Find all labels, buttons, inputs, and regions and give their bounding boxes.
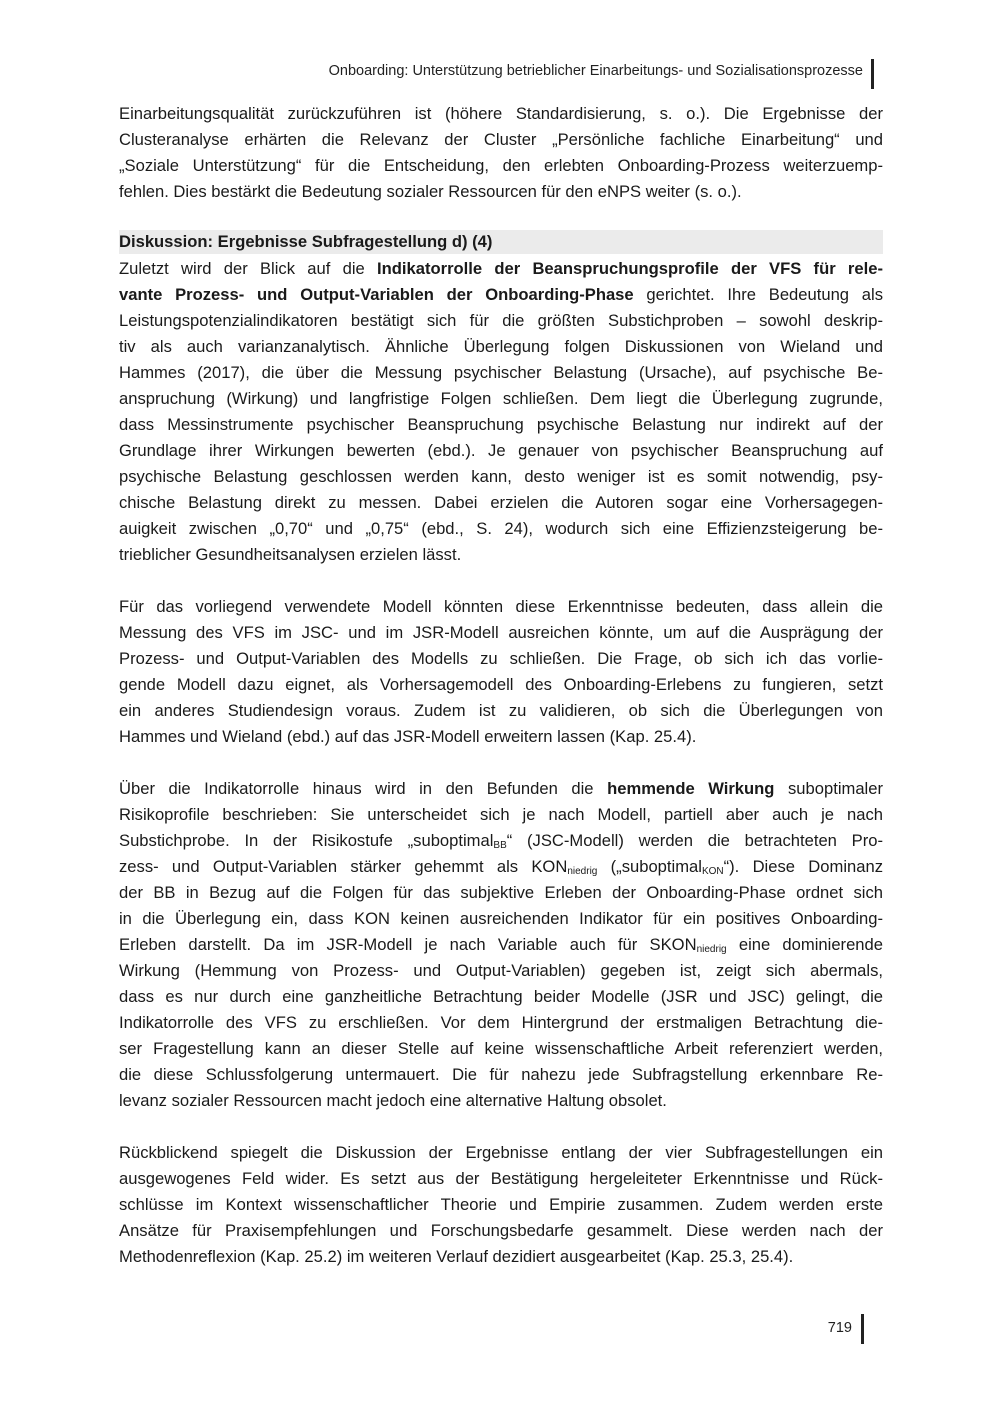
- bold-text: vante Prozess- und Output-Variablen der Onboarding-Phase: [119, 285, 634, 304]
- paragraph: [119, 101, 883, 205]
- text-run: ausgewogenes Feld wider. Es setzt aus der Bestätigung hergeleiteter Erkenntnisse und Rück-: [119, 1169, 883, 1188]
- paragraph: [119, 256, 883, 568]
- text-run: psychische Belastung geschlossen werden kann, desto weniger ist es somit notwendig, psy-: [119, 467, 883, 486]
- text-line: [119, 828, 883, 854]
- text-run: trieblicher Gesundheitsanalysen erzielen lässt.: [119, 545, 462, 564]
- text-line: [119, 672, 883, 698]
- text-line: [119, 1244, 883, 1270]
- text-line: [119, 1062, 883, 1088]
- text-line: [119, 334, 883, 360]
- text-line: [119, 802, 883, 828]
- text-line: [119, 880, 883, 906]
- subscript: KON: [701, 866, 724, 877]
- text-line: [119, 360, 883, 386]
- running-header: Onboarding: Unterstützung betrieblicher Einarbeitungs- und Sozialisationsprozesse: [328, 63, 863, 79]
- page-number: 719: [827, 1320, 852, 1336]
- text-line: [119, 1088, 883, 1114]
- footer-rule: [861, 1314, 864, 1344]
- text-run: Leistungspotenzialindikatoren bestätigt sich für die größten Substichproben – sowohl deskrip-: [119, 311, 883, 330]
- text-run: tiv als auch varianzanalytisch. Ähnliche Überlegung folgen Diskussionen von Wieland und: [119, 337, 883, 356]
- text-line: [119, 1036, 883, 1062]
- text-line: [119, 179, 883, 205]
- text-run: der BB in Bezug auf die Folgen für das subjektive Erleben der Onboarding-Phase ordnet sich: [119, 883, 883, 902]
- text-run: anspruchung (Wirkung) und langfristige Folgen schließen. Dem liegt die Überlegung zugrunde,: [119, 389, 883, 408]
- subscript: niedrig: [696, 944, 727, 955]
- text-run: auigkeit zwischen „0,70“ und „0,75“ (ebd., S. 24), wodurch sich eine Effizienzsteigerung be-: [119, 519, 883, 538]
- text-line: [119, 127, 883, 153]
- text-line: [119, 958, 883, 984]
- text-line: [119, 932, 883, 958]
- paragraph: [119, 1140, 883, 1270]
- text-run: Hammes (2017), die über die Messung psychischer Belastung (Ursache), auf psychische Be-: [119, 363, 883, 382]
- text-run: Clusteranalyse erhärten die Relevanz der Cluster „Persönliche fachliche Einarbeitung“ und: [119, 130, 883, 149]
- text-run: Grundlage ihrer Wirkungen bewerten (ebd.). Je genauer von psychischer Beanspruchung auf: [119, 441, 883, 460]
- text-run: schlüsse im Kontext wissenschaftlicher Theorie und Empirie zusammen. Zudem werden erste: [119, 1195, 883, 1214]
- document-body: [119, 101, 883, 1296]
- text-line: [119, 698, 883, 724]
- subscript: BB: [493, 840, 507, 851]
- text-run: gende Modell dazu eignet, als Vorhersagemodell des Onboarding-Erlebens zu fungieren, setzt: [119, 675, 883, 694]
- bold-text: Indikatorrolle der Beanspruchungsprofile der VFS für rele-: [377, 259, 883, 278]
- text-line: [119, 776, 883, 802]
- text-line: [119, 308, 883, 334]
- text-line: [119, 256, 883, 282]
- paragraph: [119, 776, 883, 1114]
- text-run: fehlen. Dies bestärkt die Bedeutung sozialer Ressourcen für den eNPS weiter (s. o.).: [119, 182, 742, 201]
- text-run: „Soziale Unterstützung“ für die Entscheidung, den erlebten Onboarding-Prozess weiterzuemp-: [119, 156, 883, 175]
- text-line: [119, 906, 883, 932]
- text-run: ser Fragestellung kann an dieser Stelle auf keine wissenschaftliche Arbeit referenziert werden,: [119, 1039, 883, 1058]
- text-run: levanz sozialer Ressourcen macht jedoch eine alternative Haltung obsolet.: [119, 1091, 667, 1110]
- section-heading: Diskussion: Ergebnisse Subfragestellung d) (4): [119, 230, 883, 254]
- text-run: eine dominierende: [726, 935, 883, 954]
- subscript: niedrig: [567, 866, 598, 877]
- text-line: [119, 490, 883, 516]
- text-line: [119, 594, 883, 620]
- text-run: Indikatorrolle des VFS zu erschließen. Vor dem Hintergrund der erstmaligen Betrachtung die-: [119, 1013, 883, 1032]
- text-run: dass Messinstrumente psychischer Beanspruchung psychische Belastung nur indirekt auf der: [119, 415, 883, 434]
- text-run: Ansätze für Praxisempfehlungen und Forschungsbedarfe gesammelt. Diese werden nach der: [119, 1221, 883, 1240]
- text-run: Methodenreflexion (Kap. 25.2) im weiteren Verlauf dezidiert ausgearbeitet (Kap. 25.3, 25.4).: [119, 1247, 794, 1266]
- text-run: Prozess- und Output-Variablen des Modells zu schließen. Die Frage, ob sich ich das vorlie-: [119, 649, 883, 668]
- text-run: Rückblickend spiegelt die Diskussion der Ergebnisse entlang der vier Subfragestellungen ein: [119, 1143, 883, 1162]
- text-line: [119, 153, 883, 179]
- text-run: gerichtet. Ihre Bedeutung als: [633, 285, 883, 304]
- text-run: Hammes und Wieland (ebd.) auf das JSR-Modell erweitern lassen (Kap. 25.4).: [119, 727, 697, 746]
- text-line: [119, 1140, 883, 1166]
- text-line: [119, 542, 883, 568]
- text-line: [119, 1010, 883, 1036]
- text-run: chische Belastung direkt zu messen. Dabei erzielen die Autoren sogar eine Vorhersagegen-: [119, 493, 883, 512]
- text-run: dass es nur durch eine ganzheitliche Betrachtung beider Modelle (JSR und JSC) gelingt, die: [119, 987, 883, 1006]
- text-run: die diese Schlussfolgerung untermauert. Die für nahezu jede Subfragstellung erkennbare Re-: [119, 1065, 883, 1084]
- text-run: Für das vorliegend verwendete Modell könnten diese Erkenntnisse bedeuten, dass allein die: [119, 597, 883, 616]
- text-line: [119, 1166, 883, 1192]
- text-line: [119, 438, 883, 464]
- text-run: “). Diese Dominanz: [723, 857, 883, 876]
- text-run: ein anderes Studiendesign voraus. Zudem ist zu validieren, ob sich die Überlegungen von: [119, 701, 883, 720]
- text-run: Substichprobe. In der Risikostufe „suboptimal: [119, 831, 494, 850]
- text-run: Einarbeitungsqualität zurückzuführen ist (höhere Standardisierung, s. o.). Die Ergebnisse der: [119, 104, 883, 123]
- text-line: [119, 516, 883, 542]
- bold-text: hemmende Wirkung: [607, 779, 775, 798]
- text-line: [119, 984, 883, 1010]
- text-line: [119, 646, 883, 672]
- text-run: Risikoprofile beschrieben: Sie unterscheidet sich je nach Modell, partiell aber auch je nach: [119, 805, 883, 824]
- text-run: Wirkung (Hemmung von Prozess- und Output-Variablen) gegeben ist, zeigt sich abermals,: [119, 961, 883, 980]
- text-run: Zuletzt wird der Blick auf die: [119, 259, 377, 278]
- text-line: [119, 101, 883, 127]
- text-run: Über die Indikatorrolle hinaus wird in den Befunden die: [119, 779, 608, 798]
- text-line: [119, 1218, 883, 1244]
- text-run: Erleben darstellt. Da im JSR-Modell je nach Variable auch für SKON: [119, 935, 697, 954]
- text-run: “ (JSC-Modell) werden die betrachteten Pro-: [506, 831, 883, 850]
- text-line: [119, 464, 883, 490]
- text-line: [119, 386, 883, 412]
- text-line: [119, 854, 883, 880]
- paragraph: [119, 594, 883, 750]
- text-line: [119, 282, 883, 308]
- text-run: suboptimaler: [774, 779, 883, 798]
- text-line: [119, 724, 883, 750]
- text-line: [119, 620, 883, 646]
- text-line: [119, 412, 883, 438]
- text-run: zess- und Output-Variablen stärker gehemmt als KON: [119, 857, 568, 876]
- text-run: („suboptimal: [597, 857, 702, 876]
- header-rule: [871, 59, 874, 89]
- text-run: Messung des VFS im JSC- und im JSR-Modell ausreichen könnte, um auf die Ausprägung der: [119, 623, 883, 642]
- text-line: [119, 1192, 883, 1218]
- text-run: in die Überlegung ein, dass KON keinen ausreichenden Indikator für ein positives Onboarding-: [119, 909, 883, 928]
